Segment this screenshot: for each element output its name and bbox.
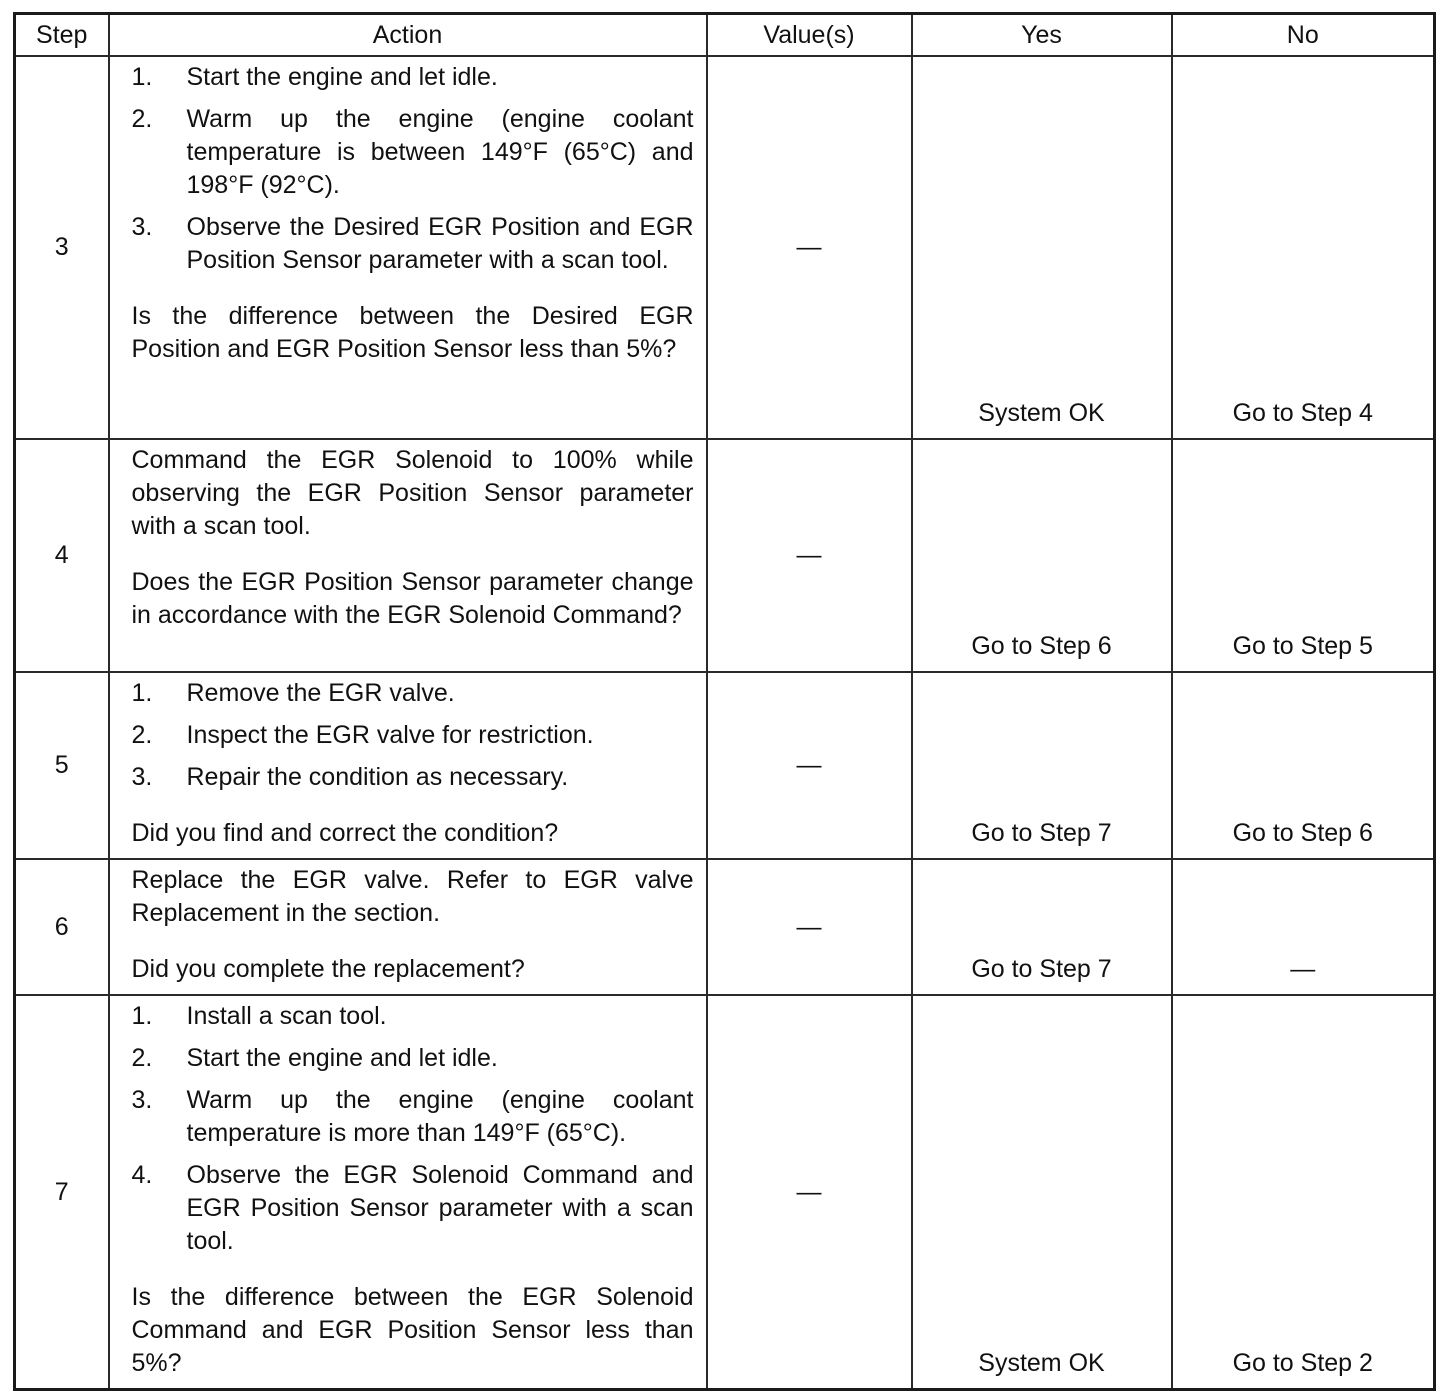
list-item xyxy=(132,211,694,277)
action-question: Did you find and correct the condition? xyxy=(131,819,559,847)
item-text: Inspect the EGR valve for restriction. xyxy=(186,721,594,749)
diagnostic-table xyxy=(13,12,1436,1391)
step-number: 6 xyxy=(15,859,109,995)
item-text: Install a scan tool. xyxy=(186,1002,387,1030)
table-row-step-7 xyxy=(15,995,1435,1390)
item-text: Warm up the engine (engine coolant temperature is more than 149°F (65°C). xyxy=(186,1086,694,1147)
table-row-step-4 xyxy=(15,439,1435,672)
item-number: 3. xyxy=(131,763,153,791)
step-number: 7 xyxy=(15,995,109,1390)
item-number: 3. xyxy=(131,213,153,241)
action-list xyxy=(132,61,694,277)
list-item xyxy=(132,1000,694,1033)
item-text: Start the engine and let idle. xyxy=(186,63,498,91)
item-number: 1. xyxy=(131,1002,153,1030)
table-row-step-3 xyxy=(15,56,1435,439)
item-text: Repair the condition as necessary. xyxy=(186,763,569,791)
list-item xyxy=(132,61,694,94)
item-number: 4. xyxy=(131,1161,153,1189)
no-cell: — xyxy=(1172,859,1435,995)
item-number: 2. xyxy=(131,105,153,133)
action-question: Does the EGR Position Sensor parameter change in accordance with the EGR Solenoid Command? xyxy=(131,568,694,629)
table-row-step-5 xyxy=(15,672,1435,859)
item-text: Observe the Desired EGR Position and EGR Position Sensor parameter with a scan tool. xyxy=(186,213,694,274)
header-action: Action xyxy=(109,14,707,57)
table-row-step-6 xyxy=(15,859,1435,995)
action-cell xyxy=(109,439,707,672)
yes-cell: Go to Step 7 xyxy=(912,859,1172,995)
value-cell: — xyxy=(707,859,912,995)
list-item xyxy=(132,761,694,794)
action-cell xyxy=(109,672,707,859)
no-cell: Go to Step 6 xyxy=(1172,672,1435,859)
no-cell: Go to Step 5 xyxy=(1172,439,1435,672)
header-yes: Yes xyxy=(912,14,1172,57)
yes-cell: Go to Step 7 xyxy=(912,672,1172,859)
item-text: Start the engine and let idle. xyxy=(186,1044,498,1072)
header-row xyxy=(15,14,1435,57)
action-intro: Replace the EGR valve. Refer to EGR valve Replacement in the section. xyxy=(131,866,694,927)
item-number: 2. xyxy=(131,721,153,749)
list-item xyxy=(132,1159,694,1258)
item-number: 1. xyxy=(131,63,153,91)
item-text: Warm up the engine (engine coolant temperature is between 149°F (65°C) and 198°F (92°C). xyxy=(186,105,694,199)
action-cell xyxy=(109,859,707,995)
header-step: Step xyxy=(15,14,109,57)
yes-cell: System OK xyxy=(912,995,1172,1390)
no-cell: Go to Step 4 xyxy=(1172,56,1435,439)
yes-cell: System OK xyxy=(912,56,1172,439)
header-values: Value(s) xyxy=(707,14,912,57)
item-number: 1. xyxy=(131,679,153,707)
step-number: 4 xyxy=(15,439,109,672)
value-cell: — xyxy=(707,672,912,859)
step-number: 5 xyxy=(15,672,109,859)
value-cell: — xyxy=(707,56,912,439)
list-item xyxy=(132,1084,694,1150)
action-intro: Command the EGR Solenoid to 100% while observing the EGR Position Sensor parameter with a scan tool. xyxy=(131,446,694,540)
action-list xyxy=(132,677,694,794)
action-cell xyxy=(109,56,707,439)
action-cell xyxy=(109,995,707,1390)
list-item xyxy=(132,719,694,752)
item-text: Observe the EGR Solenoid Command and EGR Position Sensor parameter with a scan tool. xyxy=(186,1161,694,1255)
item-number: 3. xyxy=(131,1086,153,1114)
header-no: No xyxy=(1172,14,1435,57)
value-cell: — xyxy=(707,439,912,672)
item-number: 2. xyxy=(131,1044,153,1072)
yes-cell: Go to Step 6 xyxy=(912,439,1172,672)
action-question: Is the difference between the Desired EGR Position and EGR Position Sensor less than 5%? xyxy=(131,302,694,363)
value-cell: — xyxy=(707,995,912,1390)
no-cell: Go to Step 2 xyxy=(1172,995,1435,1390)
step-number: 3 xyxy=(15,56,109,439)
list-item xyxy=(132,677,694,710)
list-item xyxy=(132,103,694,202)
action-question: Is the difference between the EGR Solenoid Command and EGR Position Sensor less than 5%? xyxy=(131,1283,694,1377)
item-text: Remove the EGR valve. xyxy=(186,679,455,707)
action-list xyxy=(132,1000,694,1258)
list-item xyxy=(132,1042,694,1075)
action-question: Did you complete the replacement? xyxy=(131,955,525,983)
